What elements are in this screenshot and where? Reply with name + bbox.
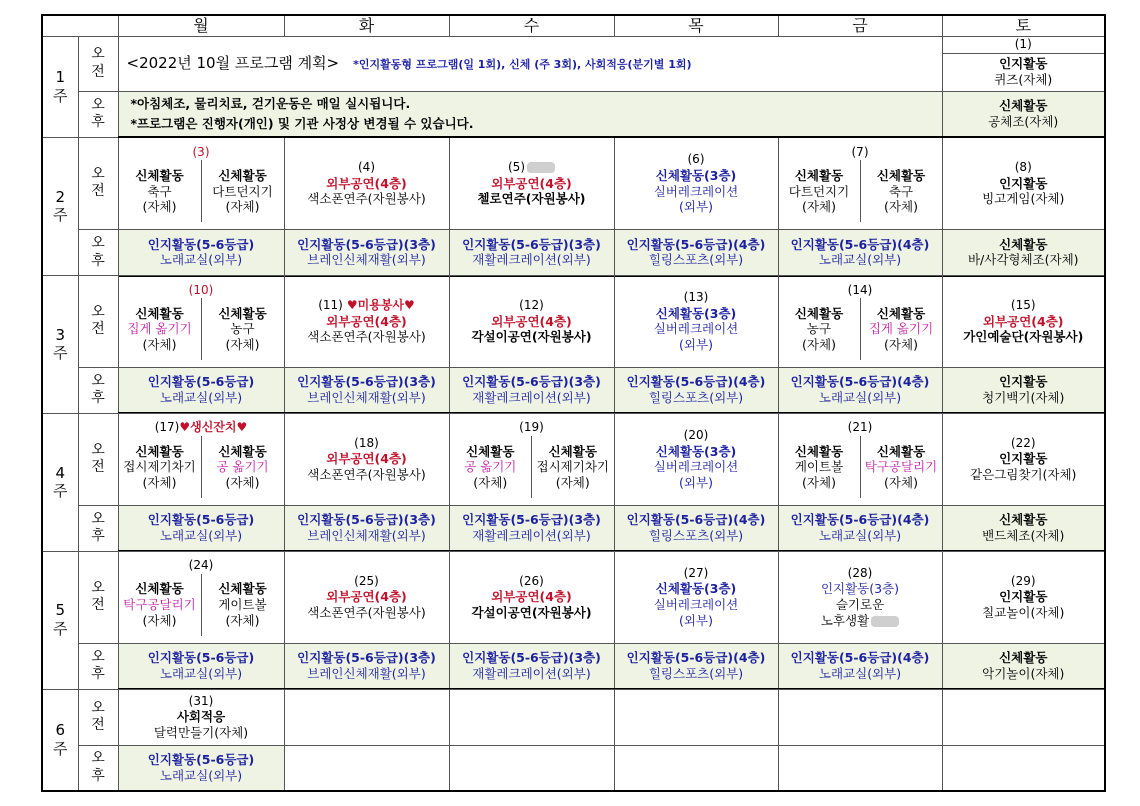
thu-pm-cell: 인지활동(5-6등급)(4층) 힐링스포츠(외부) bbox=[614, 505, 778, 551]
pm-label: 오 후 bbox=[78, 367, 118, 413]
tue-pm-cell: 인지활동(5-6등급)(3층) 브레인신체재활(외부) bbox=[284, 505, 449, 551]
mon-pm-cell: 인지활동(5-6등급) 노래교실(외부) bbox=[118, 367, 284, 413]
empty-cell bbox=[778, 689, 942, 745]
day-header-tue: 화 bbox=[284, 15, 449, 37]
fri-am-cell: (28) 인지활동(3층) 슬기로운 노후생활 bbox=[778, 551, 942, 643]
tue-am-cell: (4) 외부공연(4층) 색소폰연주(자원봉사) bbox=[284, 137, 449, 229]
date-sat: (1) bbox=[942, 37, 1105, 54]
fri-am-cell: (14) 신체활동 농구 (자체) 신체활동 집게 옮기기 (자체) bbox=[778, 276, 942, 368]
sat-pm-cell: 신체활동 밴드체조(자체) bbox=[942, 505, 1105, 551]
mon-am-cell: (3) 신체활동 축구 (자체) 신체활동 다트던지기 (자체) bbox=[118, 137, 284, 229]
sat-am-cell: (29) 인지활동 칠교놀이(자체) bbox=[942, 551, 1105, 643]
event-birthday-party: ♥생신잔치♥ bbox=[179, 420, 248, 435]
pm-label: 오 후 bbox=[78, 505, 118, 551]
tue-pm-cell: 인지활동(5-6등급)(3층) 브레인신체재활(외부) bbox=[284, 230, 449, 276]
program-frequency-note: *인지활동형 프로그램(일 1회), 신체 (주 3회), 사회적응(분기별 1회) bbox=[353, 58, 692, 72]
mon-am-cell: (31) 사회적응 달력만들기(자체) bbox=[118, 689, 284, 745]
empty-cell bbox=[778, 745, 942, 791]
mon-pm-cell: 인지활동(5-6등급) 노래교실(외부) bbox=[118, 745, 284, 791]
empty-cell bbox=[942, 745, 1105, 791]
tue-am-cell: (18) 외부공연(4층) 색소폰연주(자원봉사) bbox=[284, 413, 449, 505]
fri-am-cell: (21) 신체활동 게이트볼 (자체) 신체활동 탁구공달리기 (자체) bbox=[778, 413, 942, 505]
am-label: 오 전 bbox=[78, 276, 118, 368]
empty-cell bbox=[449, 745, 614, 791]
pm-label: 오 후 bbox=[78, 745, 118, 791]
day-header-wed: 수 bbox=[449, 15, 614, 37]
tue-pm-cell: 인지활동(5-6등급)(3층) 브레인신체재활(외부) bbox=[284, 643, 449, 689]
empty-cell bbox=[284, 745, 449, 791]
am-label: 오 전 bbox=[78, 413, 118, 505]
thu-pm-cell: 인지활동(5-6등급)(4층) 힐링스포츠(외부) bbox=[614, 367, 778, 413]
tue-am-cell: (25) 외부공연(4층) 색소폰연주(자원봉사) bbox=[284, 551, 449, 643]
fri-am-cell: (7) 신체활동 다트던지기 (자체) 신체활동 축구 (자체) bbox=[778, 137, 942, 229]
wed-pm-cell: 인지활동(5-6등급)(3층) 재활레크레이션(외부) bbox=[449, 230, 614, 276]
day-header-fri: 금 bbox=[778, 15, 942, 37]
thu-am-cell: (27) 신체활동(3층) 실버레크레이션 (외부) bbox=[614, 551, 778, 643]
mon-am-cell: (24) 신체활동 탁구공달리기 (자체) 신체활동 게이트볼 (자체) bbox=[118, 551, 284, 643]
blurred-mark bbox=[871, 616, 899, 627]
sat-pm-cell: 신체활동 악기놀이(자체) bbox=[942, 643, 1105, 689]
day-header-sat: 토 bbox=[942, 15, 1105, 37]
mon-pm-cell: 인지활동(5-6등급) 노래교실(외부) bbox=[118, 230, 284, 276]
empty-cell bbox=[614, 689, 778, 745]
sat-am-cell: (15) 외부공연(4층) 가인예술단(자원봉사) bbox=[942, 276, 1105, 368]
day-header-thu: 목 bbox=[614, 15, 778, 37]
am-label: 오 전 bbox=[78, 551, 118, 643]
thu-am-cell: (20) 신체활동(3층) 실버레크레이션 (외부) bbox=[614, 413, 778, 505]
month-title: <2022년 10월 프로그램 계획> bbox=[126, 54, 340, 73]
fri-pm-cell: 인지활동(5-6등급)(4층) 노래교실(외부) bbox=[778, 230, 942, 276]
program-calendar bbox=[41, 14, 1106, 792]
am-label: 오 전 bbox=[78, 689, 118, 745]
wed-pm-cell: 인지활동(5-6등급)(3층) 재활레크레이션(외부) bbox=[449, 367, 614, 413]
mon-pm-cell: 인지활동(5-6등급) 노래교실(외부) bbox=[118, 643, 284, 689]
note-change: *프로그램은 진행자(개인) 및 기관 사정상 변경될 수 있습니다. bbox=[130, 115, 474, 131]
pm-label: 오 후 bbox=[78, 91, 118, 137]
tue-am-cell: (11) ♥미용봉사♥ 외부공연(4층) 색소폰연주(자원봉사) bbox=[284, 276, 449, 368]
mon-am-cell: (10) 신체활동 집게 옮기기 (자체) 신체활동 농구 (자체) bbox=[118, 276, 284, 368]
empty-cell bbox=[449, 689, 614, 745]
am-label: 오 전 bbox=[78, 37, 118, 92]
thu-pm-cell: 인지활동(5-6등급)(4층) 힐링스포츠(외부) bbox=[614, 643, 778, 689]
week-label-2: 2 주 bbox=[42, 137, 78, 275]
thu-pm-cell: 인지활동(5-6등급)(4층) 힐링스포츠(외부) bbox=[614, 230, 778, 276]
tue-pm-cell: 인지활동(5-6등급)(3층) 브레인신체재활(외부) bbox=[284, 367, 449, 413]
sat-am-cell: (8) 인지활동 빙고게임(자체) bbox=[942, 137, 1105, 229]
note-exercise: *아침체조, 물리치료, 걷기운동은 매일 실시됩니다. bbox=[130, 95, 411, 111]
am-label: 오 전 bbox=[78, 137, 118, 229]
wed-pm-cell: 인지활동(5-6등급)(3층) 재활레크레이션(외부) bbox=[449, 505, 614, 551]
wed-am-cell: (19) 신체활동 공 옮기기 (자체) 신체활동 접시제기차기 (자체) bbox=[449, 413, 614, 505]
month-title-cell bbox=[118, 37, 942, 92]
wed-am-cell: (5) 외부공연(4층) 첼로연주(자원봉사) bbox=[449, 137, 614, 229]
wed-pm-cell: 인지활동(5-6등급)(3층) 재활레크레이션(외부) bbox=[449, 643, 614, 689]
thu-am-cell: (13) 신체활동(3층) 실버레크레이션 (외부) bbox=[614, 276, 778, 368]
sat-pm-cell: 인지활동 청기백기(자체) bbox=[942, 367, 1105, 413]
day-header-mon: 월 bbox=[118, 15, 284, 37]
week-label-6: 6 주 bbox=[42, 689, 78, 791]
sat-am-cell: (22) 인지활동 같은그림찾기(자체) bbox=[942, 413, 1105, 505]
sat-am-cell: 인지활동 퀴즈(자체) bbox=[942, 53, 1105, 91]
empty-cell bbox=[614, 745, 778, 791]
fri-pm-cell: 인지활동(5-6등급)(4층) 노래교실(외부) bbox=[778, 367, 942, 413]
sat-pm-cell: 신체활동 바/사각형체조(자체) bbox=[942, 230, 1105, 276]
blurred-mark bbox=[527, 162, 555, 173]
week-label-3: 3 주 bbox=[42, 276, 78, 414]
wed-am-cell: (26) 외부공연(4층) 각설이공연(자원봉사) bbox=[449, 551, 614, 643]
thu-am-cell: (6) 신체활동(3층) 실버레크레이션 (외부) bbox=[614, 137, 778, 229]
empty-cell bbox=[284, 689, 449, 745]
wed-am-cell: (12) 외부공연(4층) 각설이공연(자원봉사) bbox=[449, 276, 614, 368]
sat-pm-cell: 신체활동 공체조(자체) bbox=[942, 91, 1105, 137]
corner-cell bbox=[42, 15, 118, 37]
fri-pm-cell: 인지활동(5-6등급)(4층) 노래교실(외부) bbox=[778, 643, 942, 689]
week-label-5: 5 주 bbox=[42, 551, 78, 689]
event-beauty-volunteer: ♥미용봉사♥ bbox=[346, 298, 415, 313]
pm-label: 오 후 bbox=[78, 230, 118, 276]
pm-label: 오 후 bbox=[78, 643, 118, 689]
week-label-1: 1 주 bbox=[42, 37, 78, 138]
fri-pm-cell: 인지활동(5-6등급)(4층) 노래교실(외부) bbox=[778, 505, 942, 551]
empty-cell bbox=[942, 689, 1105, 745]
week-label-4: 4 주 bbox=[42, 413, 78, 551]
mon-am-cell: (17)♥생신잔치♥ 신체활동 접시제기차기 (자체) 신체활동 공 옮기기 (자체) bbox=[118, 413, 284, 505]
notes-cell bbox=[118, 91, 942, 137]
mon-pm-cell: 인지활동(5-6등급) 노래교실(외부) bbox=[118, 505, 284, 551]
